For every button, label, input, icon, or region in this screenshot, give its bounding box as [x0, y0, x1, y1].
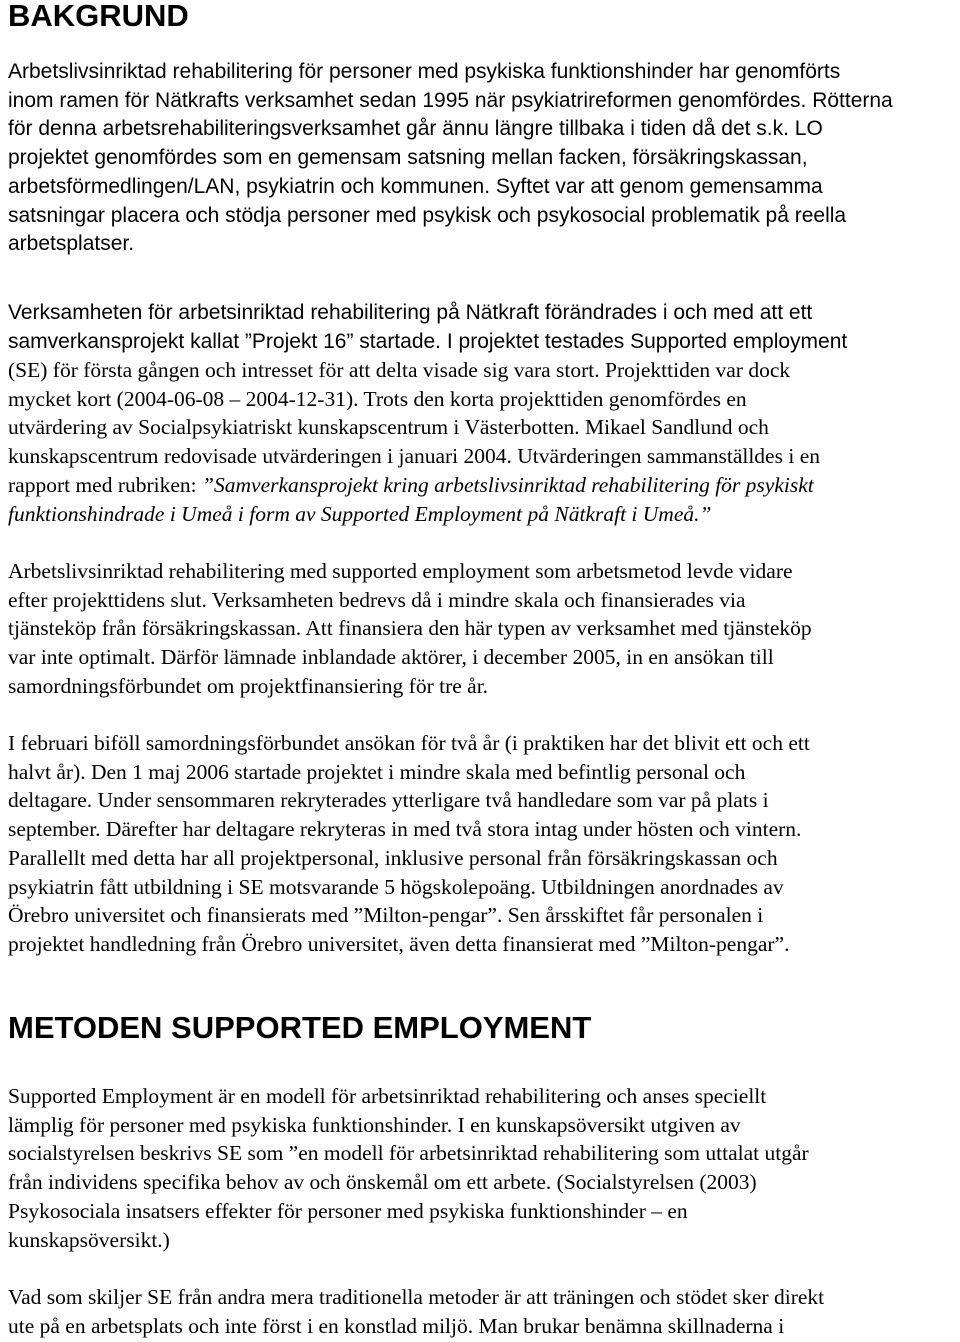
- text-line: Supported Employment är en modell för arbetsinriktad rehabilitering och anses speciellt: [8, 1084, 767, 1108]
- text-line: satsningar placera och stödja personer med psykisk och psykosocial problematik på reella: [8, 203, 847, 227]
- text-line: socialstyrelsen beskrivs SE som ”en modell för arbetsinriktad rehabilitering som uttalat utgår: [8, 1141, 809, 1166]
- text-line: ute på en arbetsplats och inte först i en konstlad miljö. Man brukar benämna skillnaderna i: [8, 1313, 785, 1338]
- text-line: efter projekttidens slut. Verksamheten bedrevs då i mindre skala och finansierades via: [8, 587, 746, 612]
- text-line: projektet genomfördes som en gemensam satsning mellan facken, försäkringskassan,: [8, 146, 808, 170]
- text-line: var inte optimalt. Därför lämnade inblandade aktörer, i december 2005, in en ansökan till: [8, 645, 774, 670]
- text-line: samordningsförbundet om projektfinansiering för tre år.: [8, 673, 489, 698]
- paragraph-projekt16-cont: [8, 356, 956, 528]
- text-line: deltagare. Under sensommaren rekryterades ytterligare två handledare som var på plats i: [8, 788, 769, 813]
- text-span: rapport med rubriken:: [8, 472, 203, 497]
- text-line: inom ramen för Nätkrafts verksamhet sedan 1995 när psykiatrireformen genomfördes. Rötterna: [8, 88, 893, 112]
- text-line-with-title: [8, 471, 956, 500]
- text-line: september. Därefter har deltagare rekryteras in med två stora intag under hösten och vintern.: [8, 817, 802, 842]
- paragraph-continuation: [8, 557, 956, 701]
- text-line: arbetsplatser.: [8, 232, 135, 256]
- text-line: samverkansprojekt kallat ”Projekt 16” startade. I projektet testades Supported employment: [8, 329, 848, 353]
- paragraph-funding: [8, 729, 956, 959]
- text-line: mycket kort (2004-06-08 – 2004-12-31). Trots den korta projekttiden genomfördes en: [8, 386, 747, 411]
- text-line: kunskapscentrum redovisade utvärderingen i januari 2004. Utvärderingen sammanställdes i en: [8, 444, 820, 469]
- paragraph-se-model: [8, 1082, 956, 1254]
- text-line: Örebro universitet och finansierats med ”Milton-pengar”. Sen årsskiftet får personalen i: [8, 903, 764, 928]
- text-line: psykiatrin fått utbildning i SE motsvarande 5 högskolepoäng. Utbildningen anordnades av: [8, 874, 784, 899]
- text-line: I februari biföll samordningsförbundet ansökan för två år (i praktiken har det blivit ett och ett: [8, 731, 810, 755]
- text-line: utvärdering av Socialpsykiatriskt kunskapscentrum i Västerbotten. Mikael Sandlund och: [8, 415, 769, 440]
- text-line: Arbetslivsinriktad rehabilitering med supported employment som arbetsmetod levde vidare: [8, 559, 793, 583]
- text-line: Arbetslivsinriktad rehabilitering för personer med psykiska funktionshinder har genomförts: [8, 60, 841, 83]
- text-line: arbetsförmedlingen/LAN, psykiatrin och kommunen. Syftet var att genom gemensamma: [8, 174, 823, 198]
- text-line: för denna arbetsrehabiliteringsverksamhet går ännu längre tillbaka i tiden då det s.k. LO: [8, 117, 823, 141]
- text-line: projektet handledning från Örebro universitet, även detta finansierat med ”Milton-pengar”.: [8, 931, 790, 956]
- report-title: ”Samverkansprojekt kring arbetslivsinriktad rehabilitering för psykiskt: [202, 472, 814, 497]
- text-line: (SE) för första gången och intresset för att delta visade sig vara stort. Projekttiden var dock: [8, 358, 791, 382]
- text-line: kunskapsöversikt.): [8, 1227, 170, 1252]
- section-heading-metoden: METODEN SUPPORTED EMPLOYMENT: [8, 1010, 592, 1045]
- text-line: Parallellt med detta har all projektpersonal, inklusive personal från försäkringskassan och: [8, 845, 778, 870]
- text-line: Verksamheten för arbetsinriktad rehabilitering på Nätkraft förändrades i och med att ett: [8, 301, 813, 324]
- text-line: Psykosociala insatsers effekter för personer med psykiska funktionshinder – en: [8, 1198, 688, 1223]
- text-line: Vad som skiljer SE från andra mera traditionella metoder är att träningen och stödet sker direkt: [8, 1285, 825, 1309]
- text-line: från individens specifika behov av och önskemål om ett arbete. (Socialstyrelsen (2003): [8, 1170, 757, 1195]
- text-line: tjänsteköp från försäkringskassan. Att finansiera den här typen av verksamhet med tjänsteköp: [8, 616, 812, 641]
- section-heading-bakgrund: BAKGRUND: [8, 0, 189, 33]
- text-line: lämplig för personer med psykiska funktionshinder. I en kunskapsöversikt utgiven av: [8, 1112, 741, 1137]
- paragraph-projekt16: [8, 299, 956, 356]
- paragraph-se-difference: [8, 1283, 956, 1340]
- report-title-cont: funktionshindrade i Umeå i form av Supported Employment på Nätkraft i Umeå.”: [8, 501, 712, 526]
- paragraph-intro: [8, 58, 956, 259]
- text-line: halvt år). Den 1 maj 2006 startade projektet i mindre skala med befintlig personal och: [8, 759, 746, 784]
